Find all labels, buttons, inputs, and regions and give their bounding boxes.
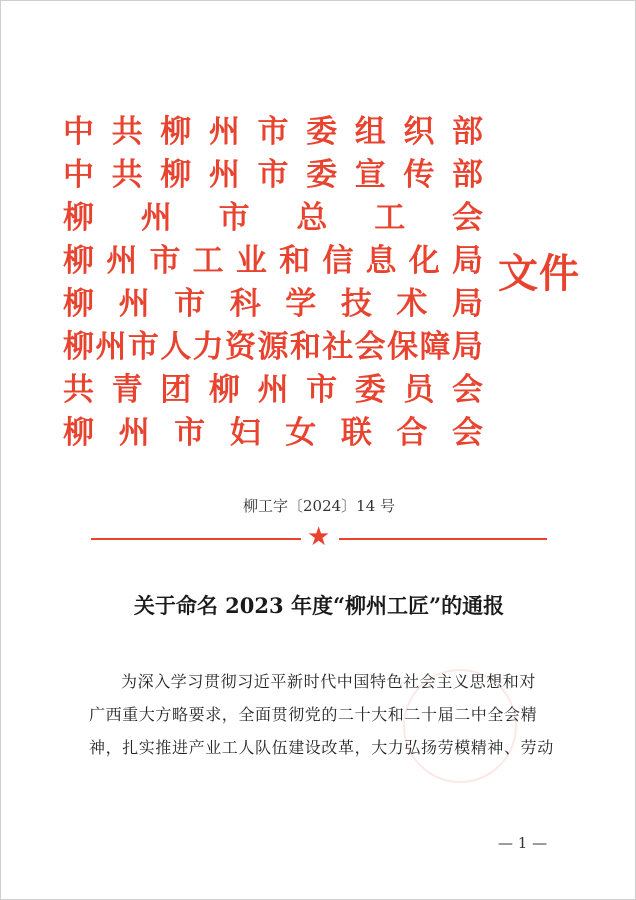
issuer-char: 科: [229, 286, 261, 322]
issuer-char: 市: [127, 329, 159, 365]
issuer-char: 局: [451, 286, 483, 322]
issuer-char: 委: [354, 372, 386, 408]
issuer-char: 州: [140, 200, 172, 236]
issuer-char: 女: [285, 415, 317, 451]
issuer-char: 州: [208, 114, 240, 150]
issuer-char: 工: [374, 200, 406, 236]
star-icon: ★: [307, 522, 331, 552]
issuer-char: 柳: [63, 243, 94, 279]
issuer-char: 合: [396, 415, 428, 451]
issuer-char: 市: [218, 200, 250, 236]
body-line: 为深入学习贯彻习近平新时代中国特色社会主义思想和对: [121, 672, 537, 691]
issuer-char: 柳: [63, 415, 94, 451]
issuer-char: 人: [160, 329, 192, 365]
body-line: 广西重大方略要求，全面贯彻党的二十大和二十届二中全会精: [89, 705, 538, 724]
issuer-char: 保: [387, 329, 419, 365]
issuer-char: 化: [408, 243, 440, 279]
issuer-char: 技: [340, 286, 372, 322]
issuer-line: [63, 240, 483, 283]
issuer-line: [63, 111, 483, 154]
issuer-char: 术: [396, 286, 428, 322]
separator-rule-right: [339, 538, 547, 540]
issuer-char: 市: [174, 415, 206, 451]
issuer-char: 组: [354, 114, 386, 150]
issuer-char: 局: [451, 243, 483, 279]
issuer-char: 州: [257, 372, 289, 408]
issuer-char: 息: [365, 243, 397, 279]
issuer-char: 州: [106, 243, 138, 279]
issuer-char: 员: [403, 372, 435, 408]
issuer-char: 会: [451, 415, 483, 451]
issuer-char: 总: [296, 200, 328, 236]
body-line: 神，扎实推进产业工人队伍建设改革，大力弘扬劳模精神、劳动: [89, 738, 554, 757]
issuer-char: 会: [451, 200, 483, 236]
issuer-char: 市: [174, 286, 206, 322]
document-body: [89, 665, 554, 764]
issuer-line: [63, 197, 483, 240]
issuer-char: 力: [192, 329, 224, 365]
issuer-char: 社: [322, 329, 354, 365]
document-title: 关于命名 2023 年度“柳州工匠”的通报: [133, 593, 505, 618]
issuer-line: [63, 369, 483, 412]
issuer-char: 团: [160, 372, 192, 408]
issuer-char: 中: [63, 114, 94, 150]
issuer-char: 共: [111, 157, 143, 193]
separator-rule-left: [91, 538, 301, 540]
issuer-char: 源: [257, 329, 289, 365]
issuer-char: 委: [306, 114, 338, 150]
issuer-char: 州: [118, 286, 150, 322]
issuer-char: 障: [419, 329, 451, 365]
issuer-char: 市: [306, 372, 338, 408]
issuer-char: 资: [225, 329, 257, 365]
issuer-char: 和: [279, 243, 311, 279]
issuer-char: 青: [111, 372, 143, 408]
issuer-char: 柳: [63, 286, 94, 322]
issuer-char: 委: [306, 157, 338, 193]
header-suffix: 文件: [498, 251, 580, 297]
issuer-char: 织: [403, 114, 435, 150]
issuer-char: 宣: [354, 157, 386, 193]
issuer-char: 妇: [229, 415, 261, 451]
document-number: 柳工字〔2024〕14 号: [242, 497, 396, 515]
issuer-char: 市: [257, 114, 289, 150]
issuer-char: 州: [208, 157, 240, 193]
issuer-char: 学: [285, 286, 317, 322]
issuer-line: [63, 283, 483, 326]
issuer-char: 共: [63, 372, 94, 408]
issuer-char: 联: [340, 415, 372, 451]
issuer-char: 柳: [160, 157, 192, 193]
issuer-char: 部: [452, 114, 483, 150]
issuer-char: 局: [451, 329, 483, 365]
issuer-char: 共: [111, 114, 143, 150]
issuer-char: 信: [322, 243, 354, 279]
issuer-char: 市: [257, 157, 289, 193]
issuer-char: 柳: [160, 114, 192, 150]
issuer-line: [63, 154, 483, 197]
issuer-char: 和: [289, 329, 321, 365]
issuer-char: 柳: [63, 329, 94, 365]
issuer-char: 中: [63, 157, 94, 193]
issuer-char: 市: [149, 243, 181, 279]
issuer-line: [63, 326, 483, 369]
issuer-block: [63, 111, 483, 455]
issuer-char: 柳: [208, 372, 240, 408]
issuer-char: 部: [452, 157, 483, 193]
issuer-char: 柳: [63, 200, 94, 236]
issuer-char: 传: [403, 157, 435, 193]
issuer-char: 州: [118, 415, 150, 451]
page-number: — 1 —: [498, 834, 548, 852]
issuer-char: 业: [235, 243, 267, 279]
issuer-char: 会: [354, 329, 386, 365]
issuer-char: 工: [192, 243, 224, 279]
issuer-char: 州: [95, 329, 127, 365]
issuer-line: [63, 412, 483, 455]
issuer-char: 会: [452, 372, 483, 408]
